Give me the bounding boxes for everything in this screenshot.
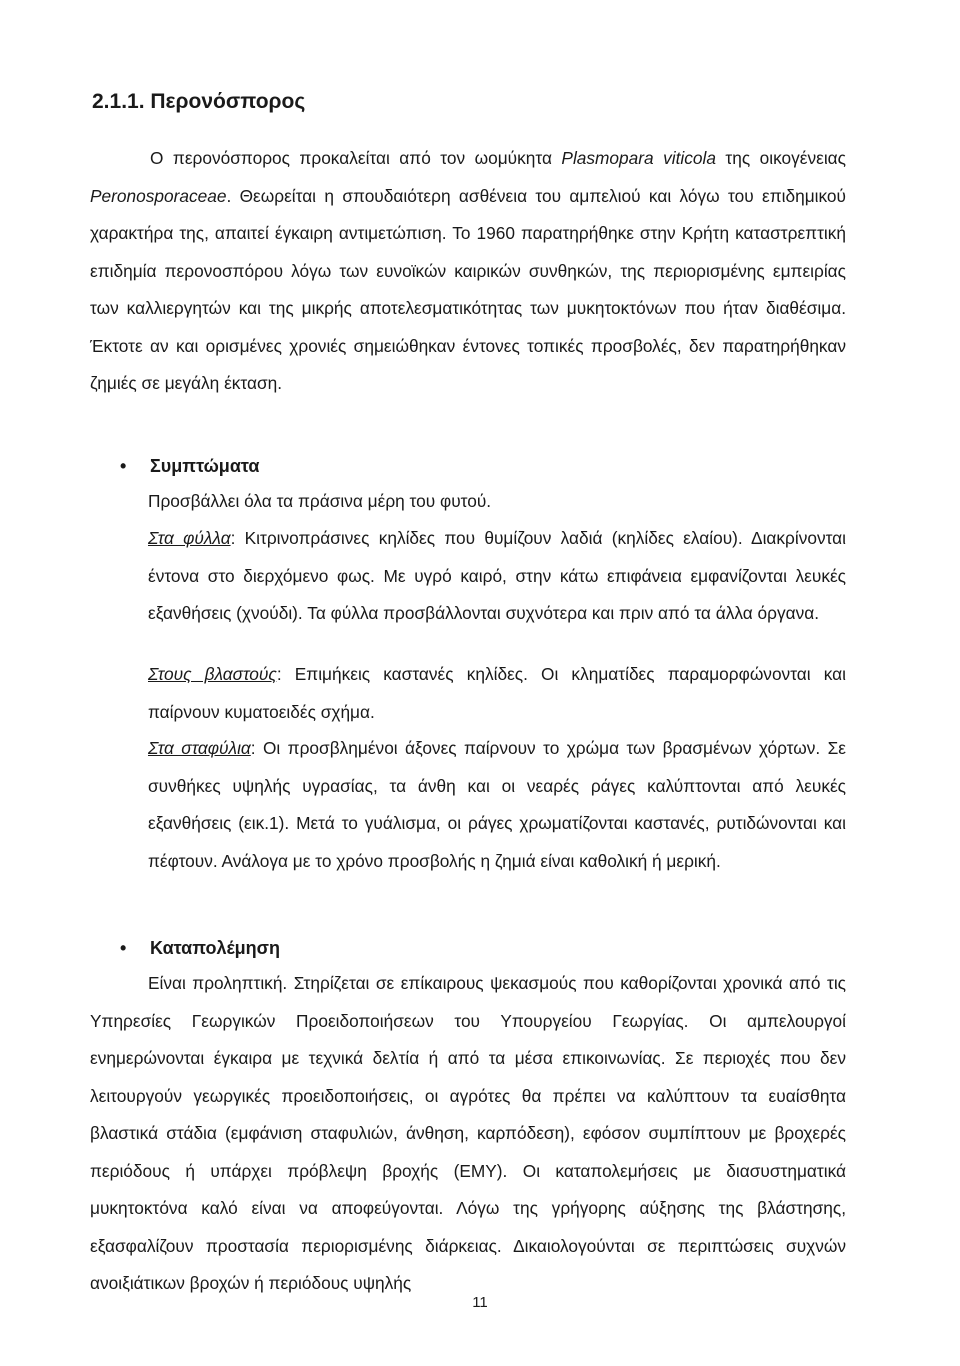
leaves-label: Στα φύλλα [148, 528, 231, 548]
grapes-label: Στα σταφύλια [148, 738, 251, 758]
leaves-paragraph [148, 520, 846, 633]
family-name: Peronosporaceae [90, 185, 227, 206]
bullet-icon: • [120, 938, 127, 958]
intro-paragraph [90, 140, 846, 403]
intro-text-1: Ο περονόσπορος προκαλείται από τον ωομύκητα [150, 148, 562, 168]
symptoms-heading [120, 456, 260, 477]
intro-text-2: της οικογένειας [715, 148, 846, 168]
section-heading: 2.1.1. Περονόσπορος [92, 90, 306, 113]
page-number: 11 [472, 1294, 488, 1311]
leaves-text: : Κιτρινοπράσινες κηλίδες που θυμίζουν λαδιά (κηλίδες ελαίου). Διακρίνονται έντονα στο διερχόμενο φως. Με υγρό καιρό, στην κάτω επιφάνεια εμφανίζονται λευκές εξανθήσεις (χνούδι). Τα φύλλα προσβάλλονται συχνότερα και πριν από τα άλλα όργανα. [148, 528, 847, 623]
bullet-icon: • [120, 456, 127, 476]
intro-text-3: . Θεωρείται η σπουδαιότερη ασθένεια του αμπελιού και λόγω του επιδημικού χαρακτήρα της, απαιτεί έγκαιρη αντιμετώπιση. Το 1960 παρατηρήθηκε στην Κρήτη καταστρεπτική επιδημία περονοσπόρου λόγω των ευνοϊκών καιρικών συνθηκών, της περιορισμένης εμπειρίας των καλλιεργητών και της μικρής αποτελεσματικότητας των μυκητοκτόνων που ήταν διαθέσιμα. Έκτοτε αν και ορισμένες χρονιές σημειώθηκαν έντονες τοπικές προσβολές, δεν παρατηρήθηκαν ζημιές σε μεγάλη έκταση. [90, 185, 846, 393]
control-heading [120, 938, 280, 959]
control-paragraph: Είναι προληπτική. Στηρίζεται σε επίκαιρους ψεκασμούς που καθορίζονται χρονικά από τις Υπηρεσίες Γεωργικών Προειδοποιήσεων του Υπουργείου Γεωργίας. Οι αμπελουργοί ενημερώνονται έγκαιρα με τεχνικά δελτία ή από τα μέσα επικοινωνίας. Σε περιοχές που δεν λειτουργούν γεωργικές προειδοποιήσεις, οι αγρότες θα πρέπει να καλύπτουν τα ευαίσθητα βλαστικά στάδια (εμφάνιση σταφυλιών, άνθηση, καρπόδεση), εφόσον συμπίπτουν με βροχερές περιόδους ή υπάρχει πρόβλεψη βροχής (ΕΜΥ). Οι καταπολεμήσεις με διασυστηματικά μυκητοκτόνα καλό είναι να αποφεύγονται. Λόγω της γρήγορης αύξησης της βλάστησης, εξασφαλίζουν προστασία περιορισμένης διάρκειας. Δικαιολογούνται σε περιπτώσεις συχνών ανοιξιάτικων βροχών ή περιόδους υψηλής [90, 973, 846, 1293]
grapes-text: : Οι προσβλημένοι άξονες παίρνουν το χρώμα των βρασμένων χόρτων. Σε συνθήκες υψηλής υγρασίας, τα άνθη και οι νεαρές ράγες καλύπτονται από λευκές εξανθήσεις (εικ.1). Μετά το γυάλισμα, οι ράγες χρωματίζονται καστανές, ρυτιδώνονται και πέφτουν. Ανάλογα με το χρόνο προσβολής η ζημιά είναι καθολική ή μερική. [148, 738, 846, 871]
symptoms-lead: Προσβάλλει όλα τα πράσινα μέρη του φυτού. [148, 491, 492, 511]
symptoms-title: Συμπτώματα [150, 456, 260, 476]
species-name: Plasmopara viticola [561, 148, 716, 168]
control-title: Καταπολέμηση [150, 938, 280, 958]
shoots-text: : Επιμήκεις καστανές κηλίδες. Οι κληματίδες παραμορφώνονται και παίρνουν κυματοειδές σχήμα. [148, 664, 846, 722]
shoots-paragraph [148, 656, 846, 731]
grapes-paragraph [148, 730, 846, 880]
shoots-label: Στους βλαστούς [148, 664, 277, 684]
